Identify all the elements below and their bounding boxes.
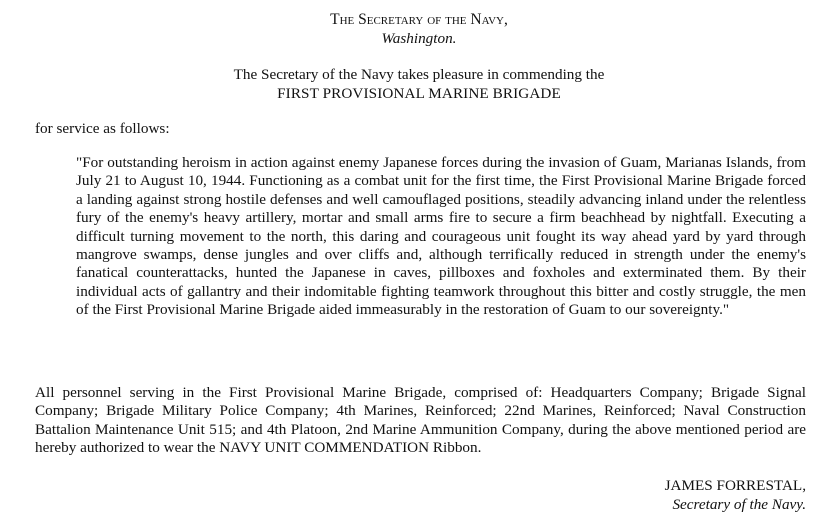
commendation-intro xyxy=(0,65,838,103)
service-line: for service as follows: xyxy=(35,120,170,137)
document-heading xyxy=(0,10,838,48)
signature-block xyxy=(665,476,806,514)
signatory-name: JAMES FORRESTAL, xyxy=(664,477,806,494)
signatory-title: Secretary of the Navy. xyxy=(672,496,806,513)
secretary-title: The Secretary of the Navy, xyxy=(330,11,508,28)
issuing-place: Washington. xyxy=(381,30,457,47)
authorization-paragraph: All personnel serving in the First Provisional Marine Brigade, comprised of: Headquarters Company; Brigade Signal Company; Brigade Military Police Company; 4th Marines, Reinforced; 22nd Marines, Reinforced; Naval Construction Battalion Maintenance Unit 515; and 4th Platoon, 2nd Marine Ammunition Company, during the above mentioned period are hereby authorized to wear the NAVY UNIT COMMENDATION Ribbon. xyxy=(35,384,806,457)
citation-paragraph: "For outstanding heroism in action against enemy Japanese forces during the invasion of Guam, Marianas Islands, from July 21 to August 10, 1944. Functioning as a combat unit for the first time, the First Provisional Marine Brigade forced a landing against strong hostile defenses and well camouflaged positions, steadily advancing inland under the relentless fury of the enemy's heavy artillery, mortar and small arms fire to secure a firm beachhead by nightfall. Executing a difficult turning movement to the north, this daring and courageous unit fought its way ahead yard by yard through mangrove swamps, dense jungles and over cliffs and, although terrifically reduced in strength under the enemy's fanatical counterattacks, hunted the Japanese in caves, pillboxes and foxholes and exterminated them. By their individual acts of gallantry and their indomitable fighting teamwork throughout this bitter and costly struggle, the men of the First Provisional Marine Brigade aided immeasurably in the restoration of Guam to our sovereignty." xyxy=(76,154,806,319)
intro-line: The Secretary of the Navy takes pleasure in commending the xyxy=(233,66,605,83)
unit-name: FIRST PROVISIONAL MARINE BRIGADE xyxy=(277,85,561,102)
